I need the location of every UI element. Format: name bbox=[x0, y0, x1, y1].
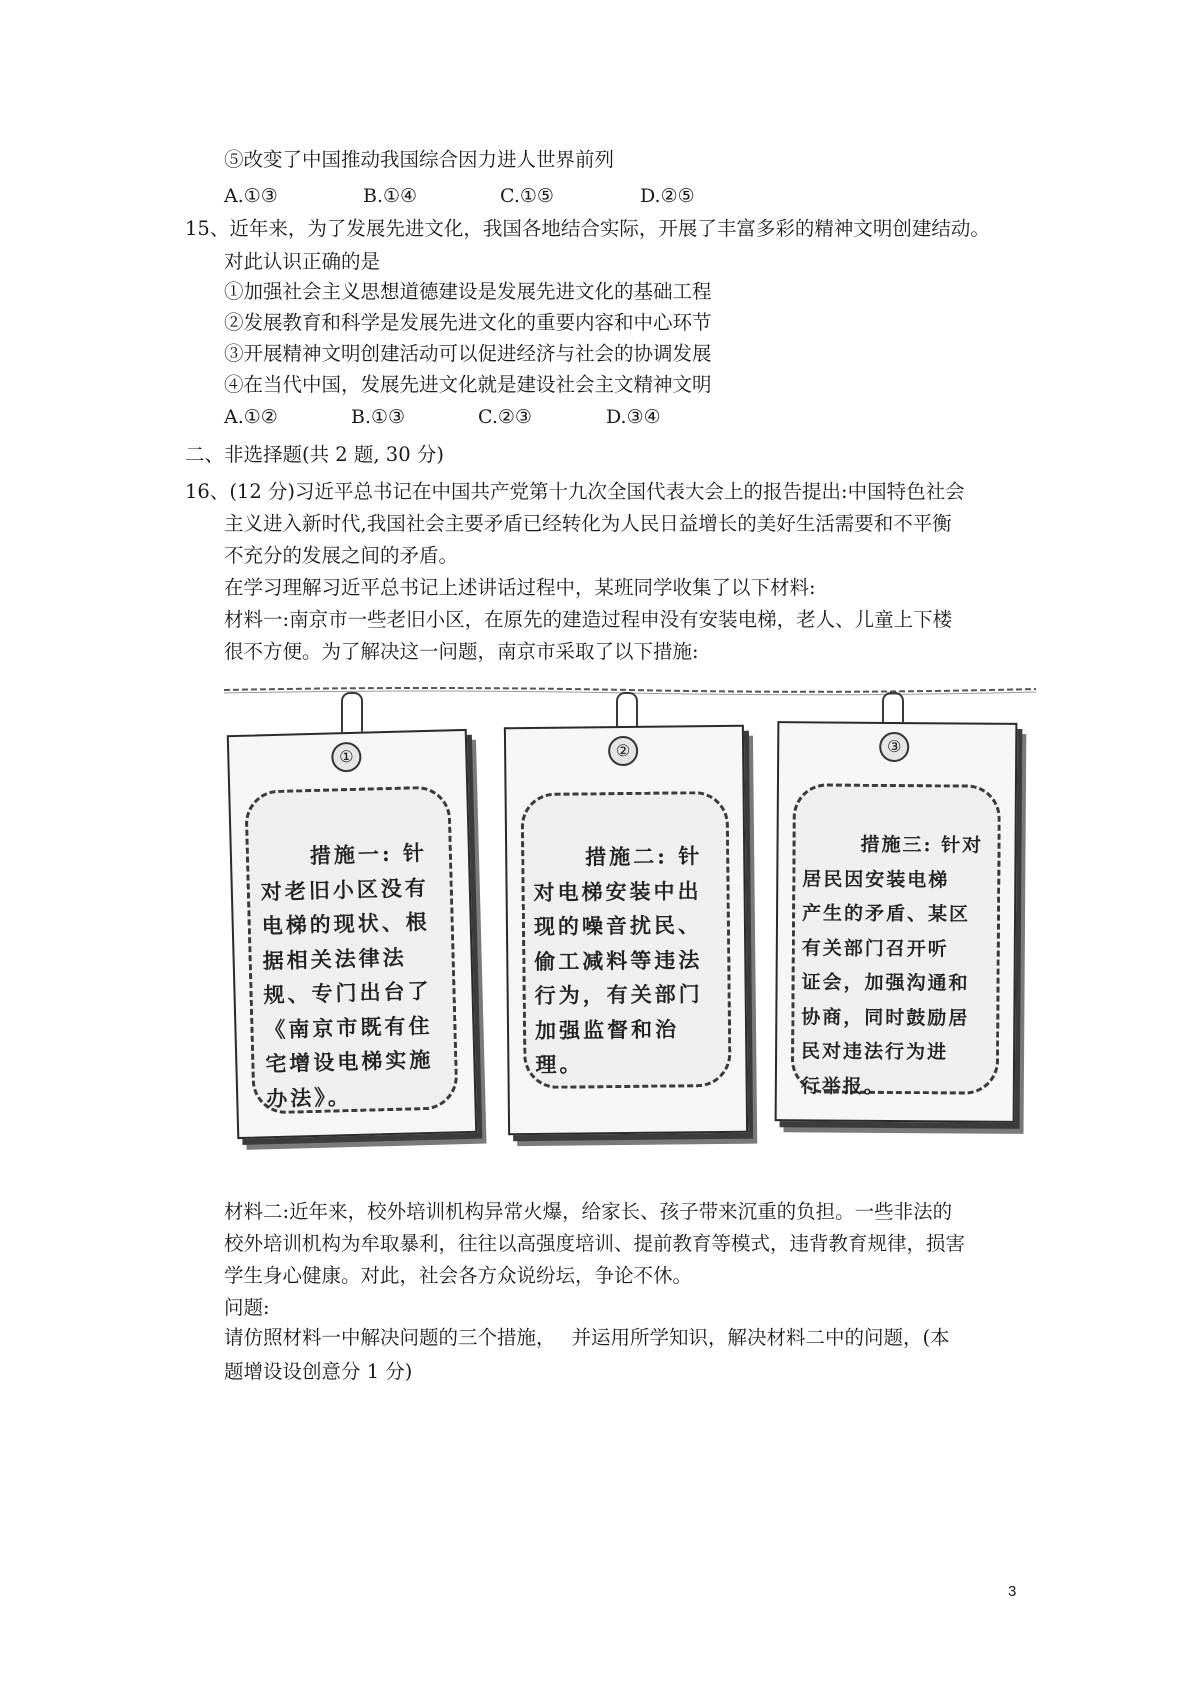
q15-option-c: C.②③ bbox=[478, 406, 532, 428]
page-number: 3 bbox=[1008, 1583, 1017, 1600]
q16-question-line-2: 题增设设创意分 1 分) bbox=[224, 1360, 413, 1383]
q14-option-a: A.①③ bbox=[224, 185, 278, 207]
q14-item-5: ⑤改变了中国推动我国综合因力进人世界前列 bbox=[224, 148, 615, 171]
card-3-line: 协商，同时鼓励居 bbox=[801, 1005, 970, 1030]
card-2-line: 现的噪音扰民、 bbox=[533, 912, 703, 939]
card-3-text bbox=[801, 827, 984, 1104]
q16-stem-line-1: 16、(12 分)习近平总书记在中国共产党第十九次全国代表大会上的报告提出:中国特色社会 bbox=[185, 480, 965, 503]
card-2-line: 加强监督和治 bbox=[534, 1015, 680, 1043]
card-3-line: 有关部门召开听 bbox=[801, 936, 949, 960]
measure-card-2 bbox=[504, 725, 748, 1135]
q16-question-line-1: 请仿照材料一中解决问题的三个措施， 并运用所学知识，解决材料二中的问题，(本 bbox=[224, 1326, 950, 1349]
card-1-line: 措施一: 针 bbox=[309, 840, 428, 869]
card-2-line: 措施二: 针 bbox=[585, 843, 703, 870]
card-1-text bbox=[260, 836, 435, 1116]
q15-item-2: ②发展教育和科学是发展先进文化的重要内容和中心环节 bbox=[224, 311, 712, 334]
q15-option-a: A.①② bbox=[224, 406, 278, 428]
q16-material-2-line-1: 材料二:近年来，校外培训机构异常火爆，给家长、孩子带来沉重的负担。一些非法的 bbox=[224, 1200, 953, 1223]
q15-option-b: B.①③ bbox=[351, 406, 406, 428]
q16-material-1-line-2: 很不方便。为了解决这一问题，南京市采取了以下措施: bbox=[224, 640, 699, 663]
card-1-number-badge: ① bbox=[331, 742, 362, 773]
q15-stem-line-2: 对此认识正确的是 bbox=[224, 250, 381, 273]
q14-option-c: C.①⑤ bbox=[500, 185, 554, 207]
q15-item-4: ④在当代中国，发展先进文化就是建设社会主文精神文明 bbox=[224, 373, 712, 396]
q15-stem-line-1: 15、近年来，为了发展先进文化，我国各地结合实际，开展了丰富多彩的精神文明创建结动。 bbox=[185, 217, 990, 240]
card-1-line: 宅增设电梯实施 bbox=[265, 1046, 434, 1077]
card-2-number-badge: ② bbox=[608, 736, 638, 766]
q14-option-b: B.①④ bbox=[363, 185, 418, 207]
q15-item-1: ①加强社会主义思想道德建设是发展先进文化的基础工程 bbox=[224, 280, 712, 303]
card-2-line: 对电梯安装中出 bbox=[533, 877, 702, 905]
card-3-line: 措施三: 针对 bbox=[860, 833, 984, 857]
card-2-line: 理。 bbox=[535, 1051, 584, 1077]
q16-context-line: 在学习理解习近平总书记上述讲话过程中，某班同学收集了以下材料: bbox=[224, 576, 816, 599]
section-2-title: 二、非选择题(共 2 题, 30 分) bbox=[185, 443, 444, 466]
measures-figure bbox=[224, 678, 1036, 1170]
q16-stem-line-2: 主义进入新时代,我国社会主要矛盾已经转化为人民日益增长的美好生活需要和不平衡 bbox=[224, 512, 952, 535]
card-1-line: 办法》。 bbox=[265, 1083, 353, 1111]
q16-material-2-line-3: 学生身心健康。对此，社会各方众说纷坛，争论不休。 bbox=[224, 1264, 693, 1287]
measure-card-3 bbox=[775, 721, 1018, 1123]
card-3-line: 民对违法行为进 bbox=[801, 1040, 949, 1064]
card-1-line: 规、专门出台了 bbox=[263, 977, 432, 1008]
q16-material-2-line-2: 校外培训机构为牟取暴利，往往以高强度培训、提前教育等模式，违背教育规律，损害 bbox=[224, 1232, 966, 1255]
q15-item-3: ③开展精神文明创建活动可以促进经济与社会的协调发展 bbox=[224, 342, 712, 365]
q15-option-d: D.③④ bbox=[606, 406, 661, 428]
card-1-line: 对老旧小区没有 bbox=[260, 874, 430, 904]
card-1-line: 《南京市既有住 bbox=[264, 1012, 433, 1042]
card-2-line: 偷工减料等违法 bbox=[534, 946, 703, 974]
measure-card-1 bbox=[227, 729, 477, 1139]
card-1-line: 据相关法律法 bbox=[262, 944, 407, 973]
card-1-line: 电梯的现状、根 bbox=[261, 908, 431, 939]
card-3-number-badge: ③ bbox=[879, 732, 909, 762]
card-3-line: 行举报。 bbox=[800, 1074, 885, 1098]
q16-question-label: 问题: bbox=[224, 1296, 270, 1319]
card-2-text bbox=[533, 839, 705, 1082]
card-3-line: 居民因安装电梯 bbox=[802, 867, 950, 891]
card-2-line: 行为，有关部门 bbox=[534, 981, 703, 1008]
q16-stem-line-3: 不充分的发展之间的矛盾。 bbox=[224, 544, 459, 567]
card-3-line: 产生的矛盾、某区 bbox=[801, 902, 971, 926]
q16-material-1-line-1: 材料一:南京市一些老旧小区，在原先的建造过程申没有安装电梯，老人、儿童上下楼 bbox=[224, 608, 953, 631]
q14-option-d: D.②⑤ bbox=[640, 185, 695, 207]
card-3-line: 证会，加强沟通和 bbox=[801, 971, 970, 995]
